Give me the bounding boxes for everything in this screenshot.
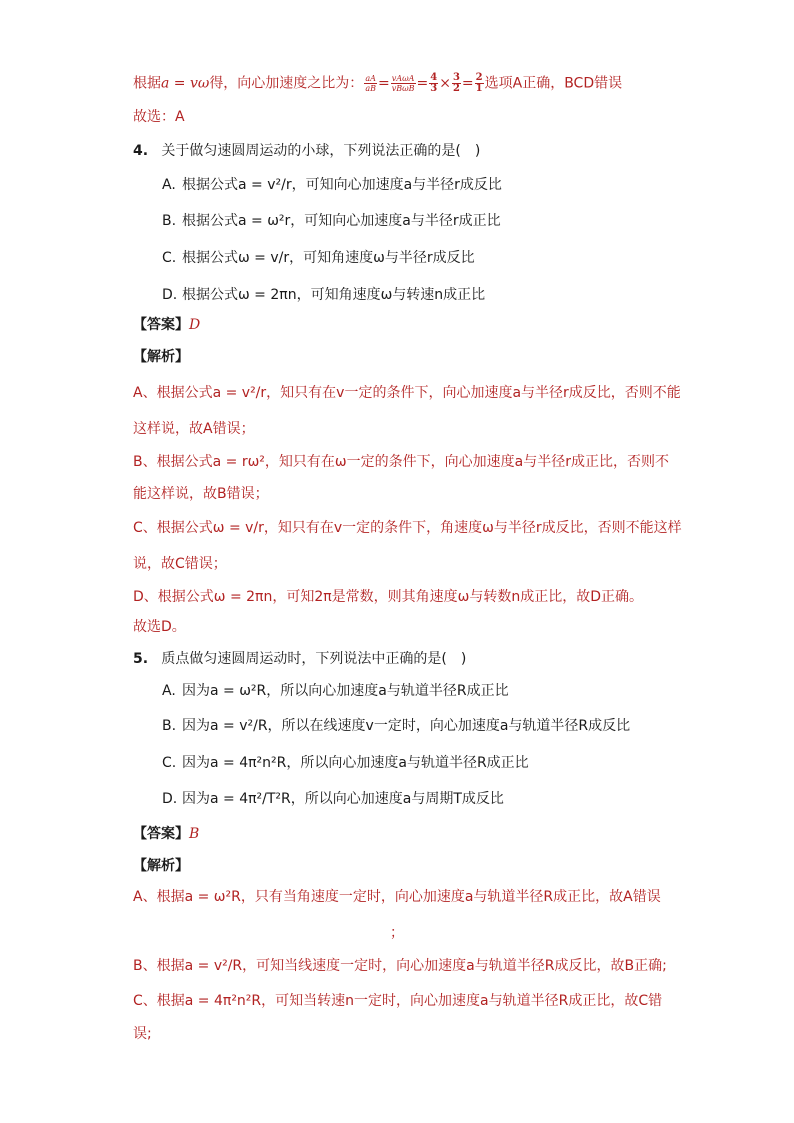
q4-option-d: D.	[162, 287, 178, 303]
q4-option-a: A.	[162, 177, 176, 193]
q5-option-a: A.	[162, 683, 176, 699]
q4-option-b: B.	[162, 213, 177, 229]
q4-analysis-line: D、根据公式ω = 2πn，可知2π是常数，则其角速度ω与转数n成正比，故D正确。	[133, 589, 644, 605]
answer-value: D	[189, 317, 201, 333]
question-5-stem	[133, 650, 674, 668]
answer-label: 【答案】	[133, 826, 189, 842]
q4-answer	[133, 316, 674, 334]
fraction: $\frac{aA}{aB}$	[365, 74, 376, 93]
q4-analysis-line: B、根据公式a = rω²，知只有在ω一定的条件下，向心加速度a与半径r成正比，否则不	[133, 454, 669, 470]
question-text: 质点做匀速圆周运动时，下列说法中正确的是( )	[161, 651, 467, 667]
q4-analysis-line: 这样说，故A错误；	[133, 421, 255, 437]
answer-value: B	[189, 826, 200, 842]
q5-option-a-text: 因为a = ω²R，所以向心加速度a与轨道半径R成正比	[182, 683, 509, 699]
intro-text-pre: 根据	[133, 75, 161, 92]
q4-analysis-line: C、根据公式ω = v/r，知只有在v一定的条件下，角速度ω与半径r成反比，否则不能这样	[133, 520, 682, 536]
q5-option-c-text: 因为a = 4π²n²R，所以向心加速度a与轨道半径R成正比	[182, 755, 529, 771]
q5-analysis-label: 【解析】	[133, 858, 189, 874]
q5-option-b: B.	[162, 718, 177, 734]
intro-text-mid: 得，向心加速度之比为：	[209, 75, 364, 92]
intro-text-post: 选项A正确，BCD错误	[484, 75, 623, 92]
fraction: $\frac{\text{vAωA}}{\text{vBωB}}$	[391, 74, 415, 93]
intro-answer-line: 故选：A	[133, 109, 185, 125]
q4-option-b-text: 根据公式a = ω²r，可知向心加速度a与半径r成正比	[182, 213, 501, 229]
q4-analysis-line: 能这样说，故B错误；	[133, 486, 269, 502]
q5-option-d: D.	[162, 791, 178, 807]
question-text: 关于做匀速圆周运动的小球，下列说法正确的是( )	[161, 143, 481, 159]
q5-answer	[133, 825, 674, 843]
q5-option-d-text: 因为a = 4π²/T²R，所以向心加速度a与周期T成反比	[182, 791, 504, 807]
q5-analysis-line: C、根据a = 4π²n²R，可知当转速n一定时，向心加速度a与轨道半径R成正比，故C错	[133, 993, 663, 1009]
q4-option-c: C.	[162, 250, 177, 266]
fraction: $\frac{4}{3}$	[430, 72, 438, 94]
fraction: $\frac{3}{2}$	[452, 72, 460, 94]
answer-label: 【答案】	[133, 317, 189, 333]
q5-analysis-line: A、根据a = ω²R，只有当角速度一定时，向心加速度a与轨道半径R成正比，故A错误	[133, 889, 661, 905]
q4-option-a-text: 根据公式a = v²/r，可知向心加速度a与半径r成反比	[182, 177, 502, 193]
question-number: 4.	[133, 143, 149, 159]
q5-analysis-line: ；	[390, 925, 404, 941]
intro-formula: a = vω	[161, 75, 210, 92]
question-4-stem	[133, 142, 674, 160]
fraction: $\frac{2}{1}$	[475, 72, 483, 94]
q5-option-c: C.	[162, 755, 177, 771]
q4-analysis-line: 故选D。	[133, 619, 186, 635]
q4-analysis-line: 说，故C错误；	[133, 556, 227, 572]
q4-analysis-line: A、根据公式a = v²/r，知只有在v一定的条件下，向心加速度a与半径r成反比，否则不能	[133, 385, 681, 401]
q4-analysis-label: 【解析】	[133, 349, 189, 365]
q5-analysis-line: 误;	[133, 1026, 152, 1042]
q5-analysis-line: B、根据a = v²/R，可知当线速度一定时，向心加速度a与轨道半径R成反比，故B正确;	[133, 958, 667, 974]
q4-option-c-text: 根据公式ω = v/r，可知角速度ω与半径r成反比	[182, 250, 475, 266]
question-number: 5.	[133, 651, 149, 667]
q4-option-d-text: 根据公式ω = 2πn，可知角速度ω与转速n成正比	[182, 287, 486, 303]
intro-line-1: 根据a = vω得，向心加速度之比为： $\frac{aA}{aB}$ = $\frac{\text{vAωA}}{\text{vBωB}}$ = $\frac{4}{3}$ × $\frac{3}{2}$ = $\frac{2}{1}$ 选项A正确，BCD错误	[133, 72, 623, 94]
q5-option-b-text: 因为a = v²/R，所以在线速度v一定时，向心加速度a与轨道半径R成反比	[182, 718, 631, 734]
